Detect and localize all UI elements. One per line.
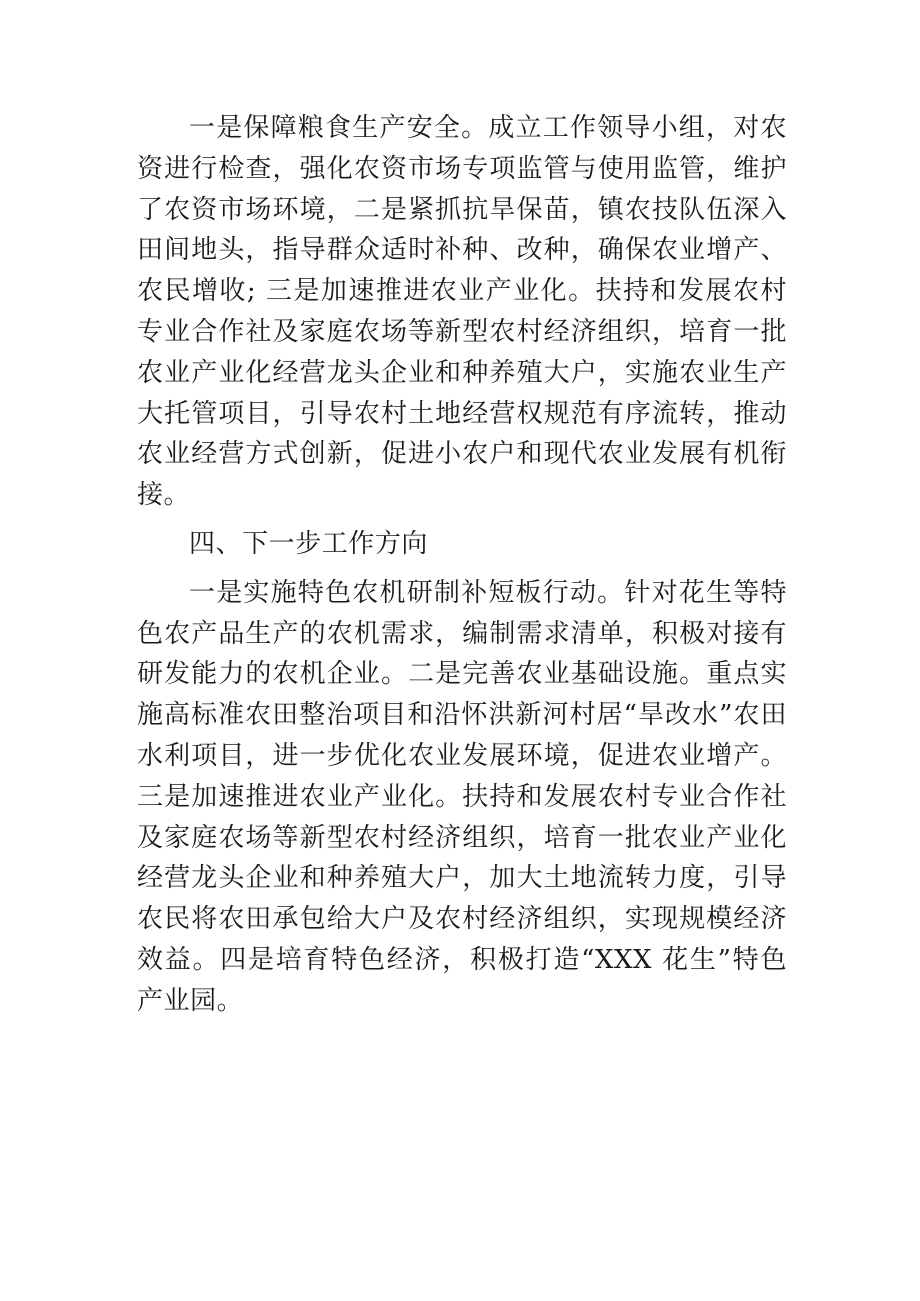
paragraph-next-steps: 一是实施特色农机研制补短板行动。针对花生等特色农产品生产的农机需求，编制需求清单，积极对接有研发能力的农机企业。二是完善农业基础设施。重点实施高标准农田整治项目和沿怀洪新河村居“旱改水”农田水利项目，进一步优化农业发展环境，促进农业增产。三是加速推进农业产业化。扶持和发展农村专业合作社及家庭农场等新型农村经济组织，培育一批农业产业化经营龙头企业和种养殖大户，加大土地流转力度，引导农民将农田承包给大户及农村经济组织，实现规模经济效益。四是培育特色经济，积极打造“XXX 花生”特色产业园。	[137, 577, 787, 1016]
document-body	[137, 108, 787, 1022]
paragraph-grain-safety: 一是保障粮食生产安全。成立工作领导小组，对农资进行检查，强化农资市场专项监管与使用监管，维护了农资市场环境，二是紧抓抗旱保苗，镇农技队伍深入田间地头，指导群众适时补种、改种，确保农业增产、农民增收; 三是加速推进农业产业化。扶持和发展农村专业合作社及家庭农场等新型农村经济组织，培育一批农业产业化经营龙头企业和种养殖大户，实施农业生产大托管项目，引导农村土地经营权规范有序流转，推动农业经营方式创新，促进小农户和现代农业发展有机衔接。	[137, 113, 787, 511]
section-heading-next-steps: 四、下一步工作方向	[189, 528, 428, 559]
